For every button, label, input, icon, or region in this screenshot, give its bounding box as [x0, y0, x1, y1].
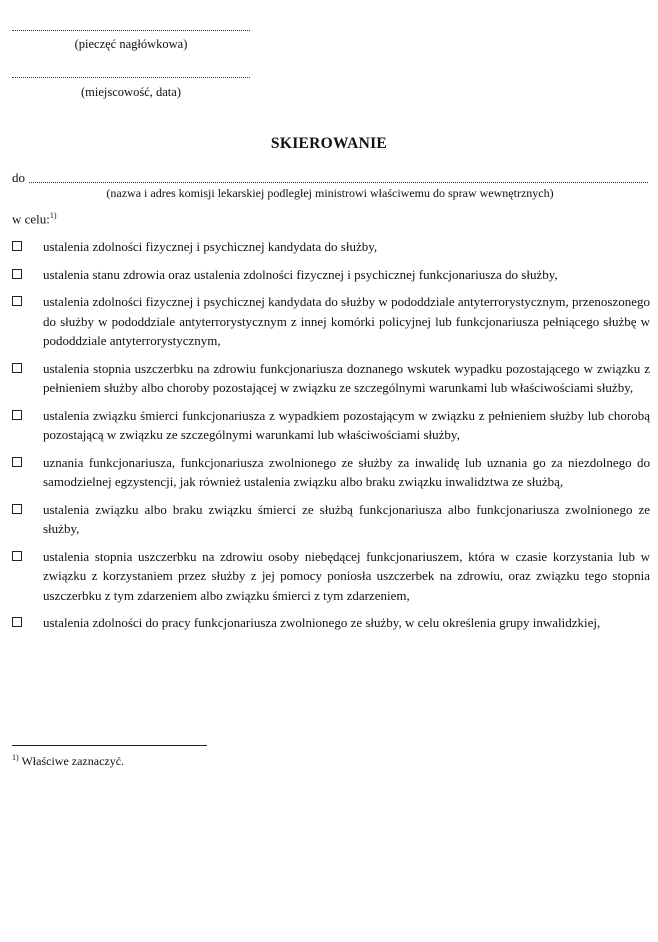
checkbox[interactable]	[12, 410, 22, 420]
purpose-list	[12, 237, 650, 641]
purpose-item	[12, 292, 650, 351]
purpose-footnote-ref: 1)	[49, 211, 57, 220]
checkbox[interactable]	[12, 241, 22, 251]
recipient-line	[29, 182, 648, 183]
purpose-item-text: uznania funkcjonariusza, funkcjonariusza zwolnionego ze służby za inwalidę lub uznania go za niezdolnego do samodzielnej egzystencji, jak również ustalenia związku albo braku związku inwalidztwa ze służbą,	[43, 454, 650, 489]
footnote-ref: 1)	[12, 753, 19, 762]
recipient-caption: (nazwa i adres komisji lekarskiej podległej ministrowi właściwemu do spraw wewnętrznych)	[106, 186, 554, 200]
checkbox[interactable]	[12, 551, 22, 561]
purpose-item	[12, 613, 650, 633]
purpose-item	[12, 265, 650, 285]
footnote-divider	[12, 745, 207, 746]
purpose-item-text: ustalenia stopnia uszczerbku na zdrowiu osoby niebędącej funkcjonariuszem, która w czasie korzystania lub w związku z korzystaniem przez służby z jej pomocy poniosła uszczerbek na zdrowiu, oraz związku tego stopnia uszczerbku z tym zdarzeniem albo związku śmierci z tym zdarzeniem,	[43, 548, 650, 603]
purpose-item	[12, 359, 650, 398]
checkbox[interactable]	[12, 617, 22, 627]
purpose-item	[12, 500, 650, 539]
purpose-item	[12, 237, 650, 257]
checkbox[interactable]	[12, 269, 22, 279]
purpose-item	[12, 406, 650, 445]
place-date-caption: (miejscowość, data)	[81, 85, 181, 99]
footnote-text: Właściwe zaznaczyć.	[18, 754, 125, 768]
purpose-item-text: ustalenia stopnia uszczerbku na zdrowiu funkcjonariusza doznanego wskutek wypadku pozostającego w związku z pełnieniem służby albo choroby pozostającej w związku ze szczególnymi warunkami lub właściwościami służby,	[43, 360, 650, 395]
purpose-item-text: ustalenia stanu zdrowia oraz ustalenia zdolności fizycznej i psychicznej funkcjonariusza do służby,	[43, 266, 558, 282]
place-date-line	[12, 77, 250, 78]
purpose-item-text: ustalenia zdolności do pracy funkcjonariusza zwolnionego ze służby, w celu określenia grupy inwalidzkiej,	[43, 615, 601, 630]
purpose-item	[12, 547, 650, 606]
purpose-item-text: ustalenia zdolności fizycznej i psychicznej kandydata do służby,	[43, 239, 378, 254]
recipient-label: do	[12, 170, 25, 185]
checkbox[interactable]	[12, 504, 22, 514]
purpose-item-text: ustalenia związku śmierci funkcjonariusza z wypadkiem pozostającym w związku z pełnieniem służby lub chorobą pozostającą w związku ze szczególnymi warunkami lub właściwościami służby,	[43, 407, 650, 442]
purpose-item	[12, 453, 650, 492]
stamp-caption: (pieczęć nagłówkowa)	[74, 37, 188, 51]
checkbox[interactable]	[12, 457, 22, 467]
purpose-item-text: ustalenia związku albo braku związku śmierci ze służbą funkcjonariusza albo funkcjonariusza zwolnionego ze służby,	[43, 501, 650, 536]
checkbox[interactable]	[12, 363, 22, 373]
purpose-label-text: w celu:	[12, 211, 50, 227]
purpose-item-text: ustalenia zdolności fizycznej i psychicznej kandydata do służby w pododdziale antyterrorystycznym, przenoszonego do służby w pododdziale antyterrorystycznym z innej komórki policyjnej lub funkcjonariusza pełniącego służbę w pododdziale antyterrorystycznym,	[43, 294, 650, 348]
footnote	[12, 753, 124, 769]
recipient-row	[12, 170, 648, 186]
stamp-line	[12, 30, 250, 31]
document-title: SKIEROWANIE	[270, 135, 388, 152]
checkbox[interactable]	[12, 296, 22, 306]
purpose-label	[12, 211, 57, 227]
